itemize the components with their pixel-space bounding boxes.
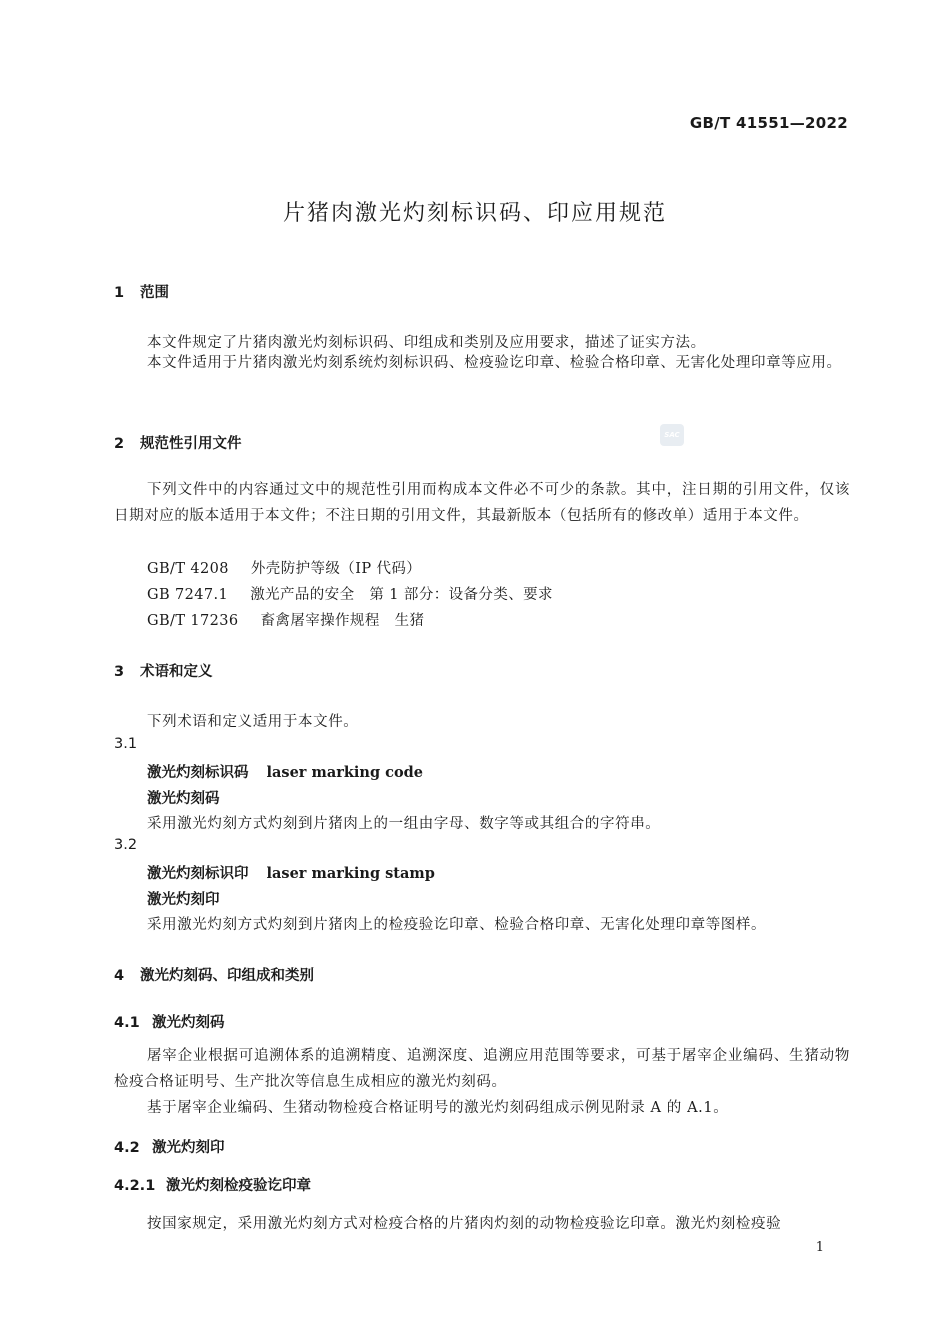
section-4-2-1-heading xyxy=(114,1174,311,1195)
section-number: 3 xyxy=(114,664,125,680)
term-number: 3.1 xyxy=(114,736,138,752)
laser-code-paragraph-2: 基于屠宰企业编码、生猪动物检疫合格证明号的激光灼刻码组成示例见附录 A 的 A.1。 xyxy=(147,1100,729,1116)
page-number: 1 xyxy=(815,1240,824,1255)
section-4-2-heading xyxy=(114,1136,225,1157)
terms-intro: 下列术语和定义适用于本文件。 xyxy=(147,714,359,730)
term-alternative: 激光灼刻码 xyxy=(147,791,220,807)
term-definition: 采用激光灼刻方式灼刻到片猪肉上的一组由字母、数字等或其组合的字符串。 xyxy=(147,816,661,832)
term-definition: 采用激光灼刻方式灼刻到片猪肉上的检疫验讫印章、检验合格印章、无害化处理印章等图样。 xyxy=(147,917,767,933)
reference-title: 畜禽屠宰操作规程 生猪 xyxy=(260,613,425,629)
sac-watermark-logo: SAC xyxy=(660,424,684,446)
section-number: 1 xyxy=(114,285,125,301)
section-title: 范围 xyxy=(140,285,169,301)
section-2-heading xyxy=(114,432,242,453)
laser-code-paragraph-1: 屠宰企业根据可追溯体系的追溯精度、追溯深度、追溯应用范围等要求，可基于屠宰企业编码、生猪动物检疫合格证明号、生产批次等信息生成相应的激光灼刻码。 xyxy=(114,1048,850,1090)
term-english: laser marking stamp xyxy=(266,865,435,882)
reference-title: 激光产品的安全 第 1 部分：设备分类、要求 xyxy=(250,587,553,603)
section-title: 激光灼刻检疫验讫印章 xyxy=(166,1178,311,1194)
section-title: 术语和定义 xyxy=(140,664,213,680)
section-number: 4.1 xyxy=(114,1015,140,1031)
reference-item xyxy=(147,557,421,578)
standard-number: GB/T 41551—2022 xyxy=(689,114,848,132)
section-title: 规范性引用文件 xyxy=(140,436,242,452)
section-number: 4.2.1 xyxy=(114,1178,156,1194)
reference-item xyxy=(147,583,553,604)
scope-paragraph-1: 本文件规定了片猪肉激光灼刻标识码、印组成和类别及应用要求，描述了证实方法。 xyxy=(147,335,706,351)
section-4-heading xyxy=(114,964,314,985)
document-title: 片猪肉激光灼刻标识码、印应用规范 xyxy=(282,201,667,226)
reference-item xyxy=(147,609,424,630)
section-number: 4 xyxy=(114,968,125,984)
normative-references-paragraph: 下列文件中的内容通过文中的规范性引用而构成本文件必不可少的条款。其中，注日期的引用文件，仅该日期对应的版本适用于本文件；不注日期的引用文件，其最新版本（包括所有的修改单）适用于本文件。 xyxy=(114,482,850,524)
scope-paragraph-2: 本文件适用于片猪肉激光灼刻系统灼刻标识码、检疫验讫印章、检验合格印章、无害化处理印章等应用。 xyxy=(147,355,842,371)
term-alternative: 激光灼刻印 xyxy=(147,892,220,908)
section-number: 2 xyxy=(114,436,125,452)
term-heading xyxy=(147,761,423,782)
term-english: laser marking code xyxy=(266,764,424,781)
term-chinese: 激光灼刻标识印 xyxy=(147,866,249,882)
section-title: 激光灼刻码 xyxy=(152,1015,225,1031)
quarantine-stamp-paragraph: 按国家规定，采用激光灼刻方式对检疫合格的片猪肉灼刻的动物检疫验讫印章。激光灼刻检疫验 xyxy=(147,1216,782,1232)
term-chinese: 激光灼刻标识码 xyxy=(147,765,249,781)
section-title: 激光灼刻码、印组成和类别 xyxy=(140,968,314,984)
section-4-1-heading xyxy=(114,1011,225,1032)
reference-code: GB 7247.1 xyxy=(147,587,229,603)
section-number: 4.2 xyxy=(114,1140,140,1156)
term-number: 3.2 xyxy=(114,837,138,853)
section-1-heading xyxy=(114,281,169,302)
section-title: 激光灼刻印 xyxy=(152,1140,225,1156)
term-heading xyxy=(147,862,435,883)
section-3-heading xyxy=(114,660,213,681)
reference-title: 外壳防护等级（IP 代码） xyxy=(250,561,422,577)
reference-code: GB/T 4208 xyxy=(147,561,229,577)
reference-code: GB/T 17236 xyxy=(147,613,239,629)
